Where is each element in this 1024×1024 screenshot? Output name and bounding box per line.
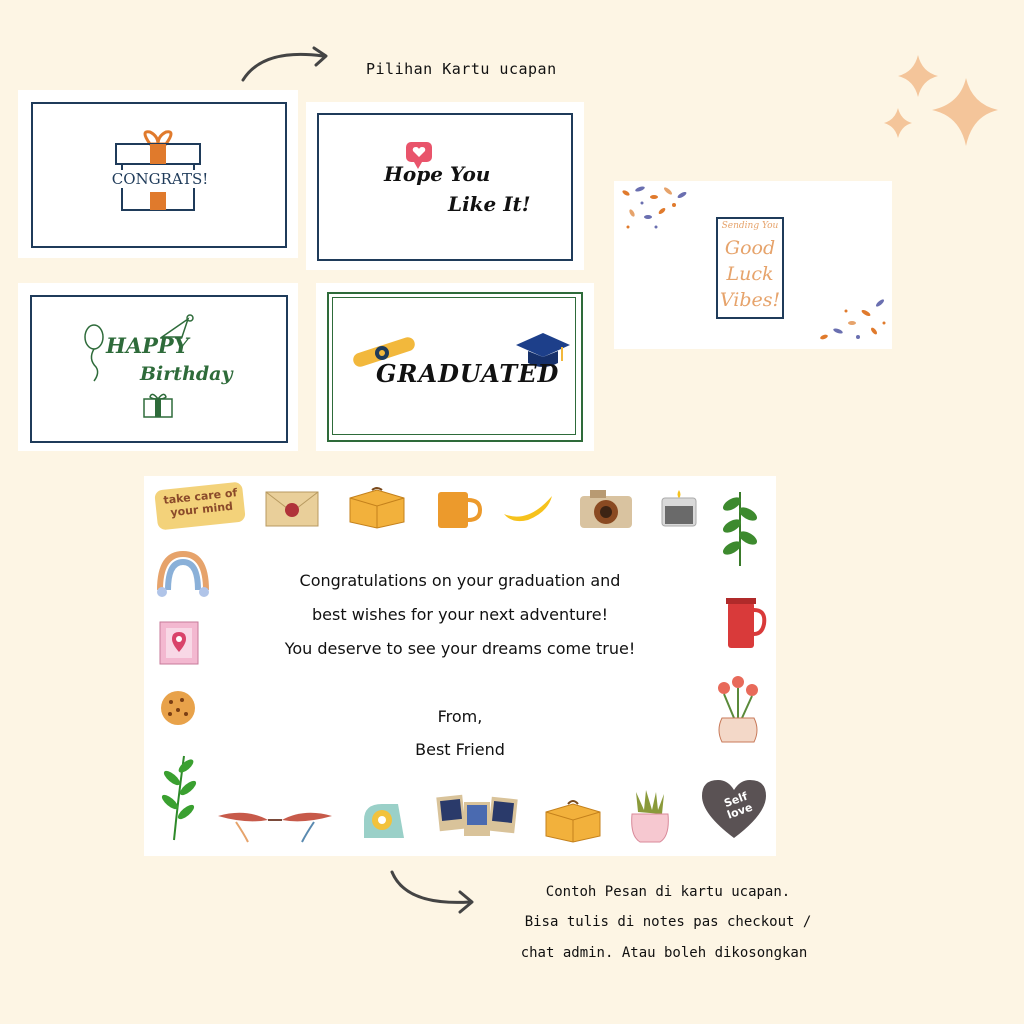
message-from-name: Best Friend [415, 740, 505, 759]
leaf-scatter-icon [810, 293, 890, 345]
leaf-branch-icon [718, 486, 762, 568]
parcel-box-icon [542, 798, 604, 844]
birthday-line1: HAPPY [106, 333, 189, 358]
tape-dispenser-icon [358, 798, 410, 844]
map-pin-stamp-icon [158, 620, 200, 666]
message-line-1: Congratulations on your graduation and [299, 571, 621, 590]
parcel-box-icon [346, 486, 408, 530]
card-hope-you-like-it[interactable] [306, 102, 584, 270]
take-care-sticker-text: take care of your mind [162, 486, 238, 520]
potted-plant-icon [626, 788, 674, 846]
card-congrats[interactable] [18, 90, 298, 258]
header-caption: Pilihan Kartu ucapan [366, 60, 557, 78]
curved-arrow-bottom-icon [386, 866, 482, 918]
balloon-icon [82, 323, 106, 383]
ribbon-wings-icon [216, 804, 334, 844]
message-line-2: best wishes for your next adventure! [312, 605, 608, 624]
gift-icon [142, 391, 174, 419]
mug-icon [434, 488, 484, 532]
banana-icon [500, 490, 556, 526]
curved-arrow-top-icon [238, 40, 338, 84]
good-luck-line2: Good [724, 237, 776, 259]
card-graduated[interactable] [316, 283, 594, 451]
self-love-text: Self love [722, 789, 755, 822]
good-luck-line1: Sending You [721, 221, 779, 231]
birthday-line2: Birthday [140, 363, 233, 385]
fern-leaf-icon [156, 750, 200, 842]
leaf-scatter-icon [618, 183, 698, 235]
footer-caption-line-2: Bisa tulis di notes pas checkout / [524, 914, 812, 930]
sparkle-icon [880, 50, 1005, 155]
polaroid-photos-icon [434, 792, 520, 844]
footer-caption-line-3: chat admin. Atau boleh dikosongkan [520, 945, 808, 961]
good-luck-line3: Luck [726, 263, 774, 285]
sample-message-card[interactable] [144, 476, 776, 856]
rainbow-icon [154, 546, 212, 598]
message-from-label: From, [437, 707, 483, 726]
hope-line2: Like It! [448, 192, 531, 216]
hope-line1: Hope You [384, 162, 491, 186]
good-luck-line4: Vibes! [719, 289, 781, 311]
envelope-icon [264, 486, 320, 530]
candle-icon [658, 486, 700, 530]
card-happy-birthday[interactable] [18, 283, 298, 451]
card-good-luck-vibes[interactable] [614, 181, 892, 349]
cookie-icon [158, 688, 198, 728]
message-line-3: You deserve to see your dreams come true! [284, 639, 636, 658]
footer-caption-line-1: Contoh Pesan di kartu ucapan. [545, 884, 791, 900]
graduated-text: GRADUATED [376, 359, 560, 388]
congrats-text: CONGRATS! [111, 170, 209, 188]
red-jug-icon [722, 594, 768, 652]
flower-vase-icon [712, 674, 764, 748]
camera-icon [576, 486, 636, 532]
